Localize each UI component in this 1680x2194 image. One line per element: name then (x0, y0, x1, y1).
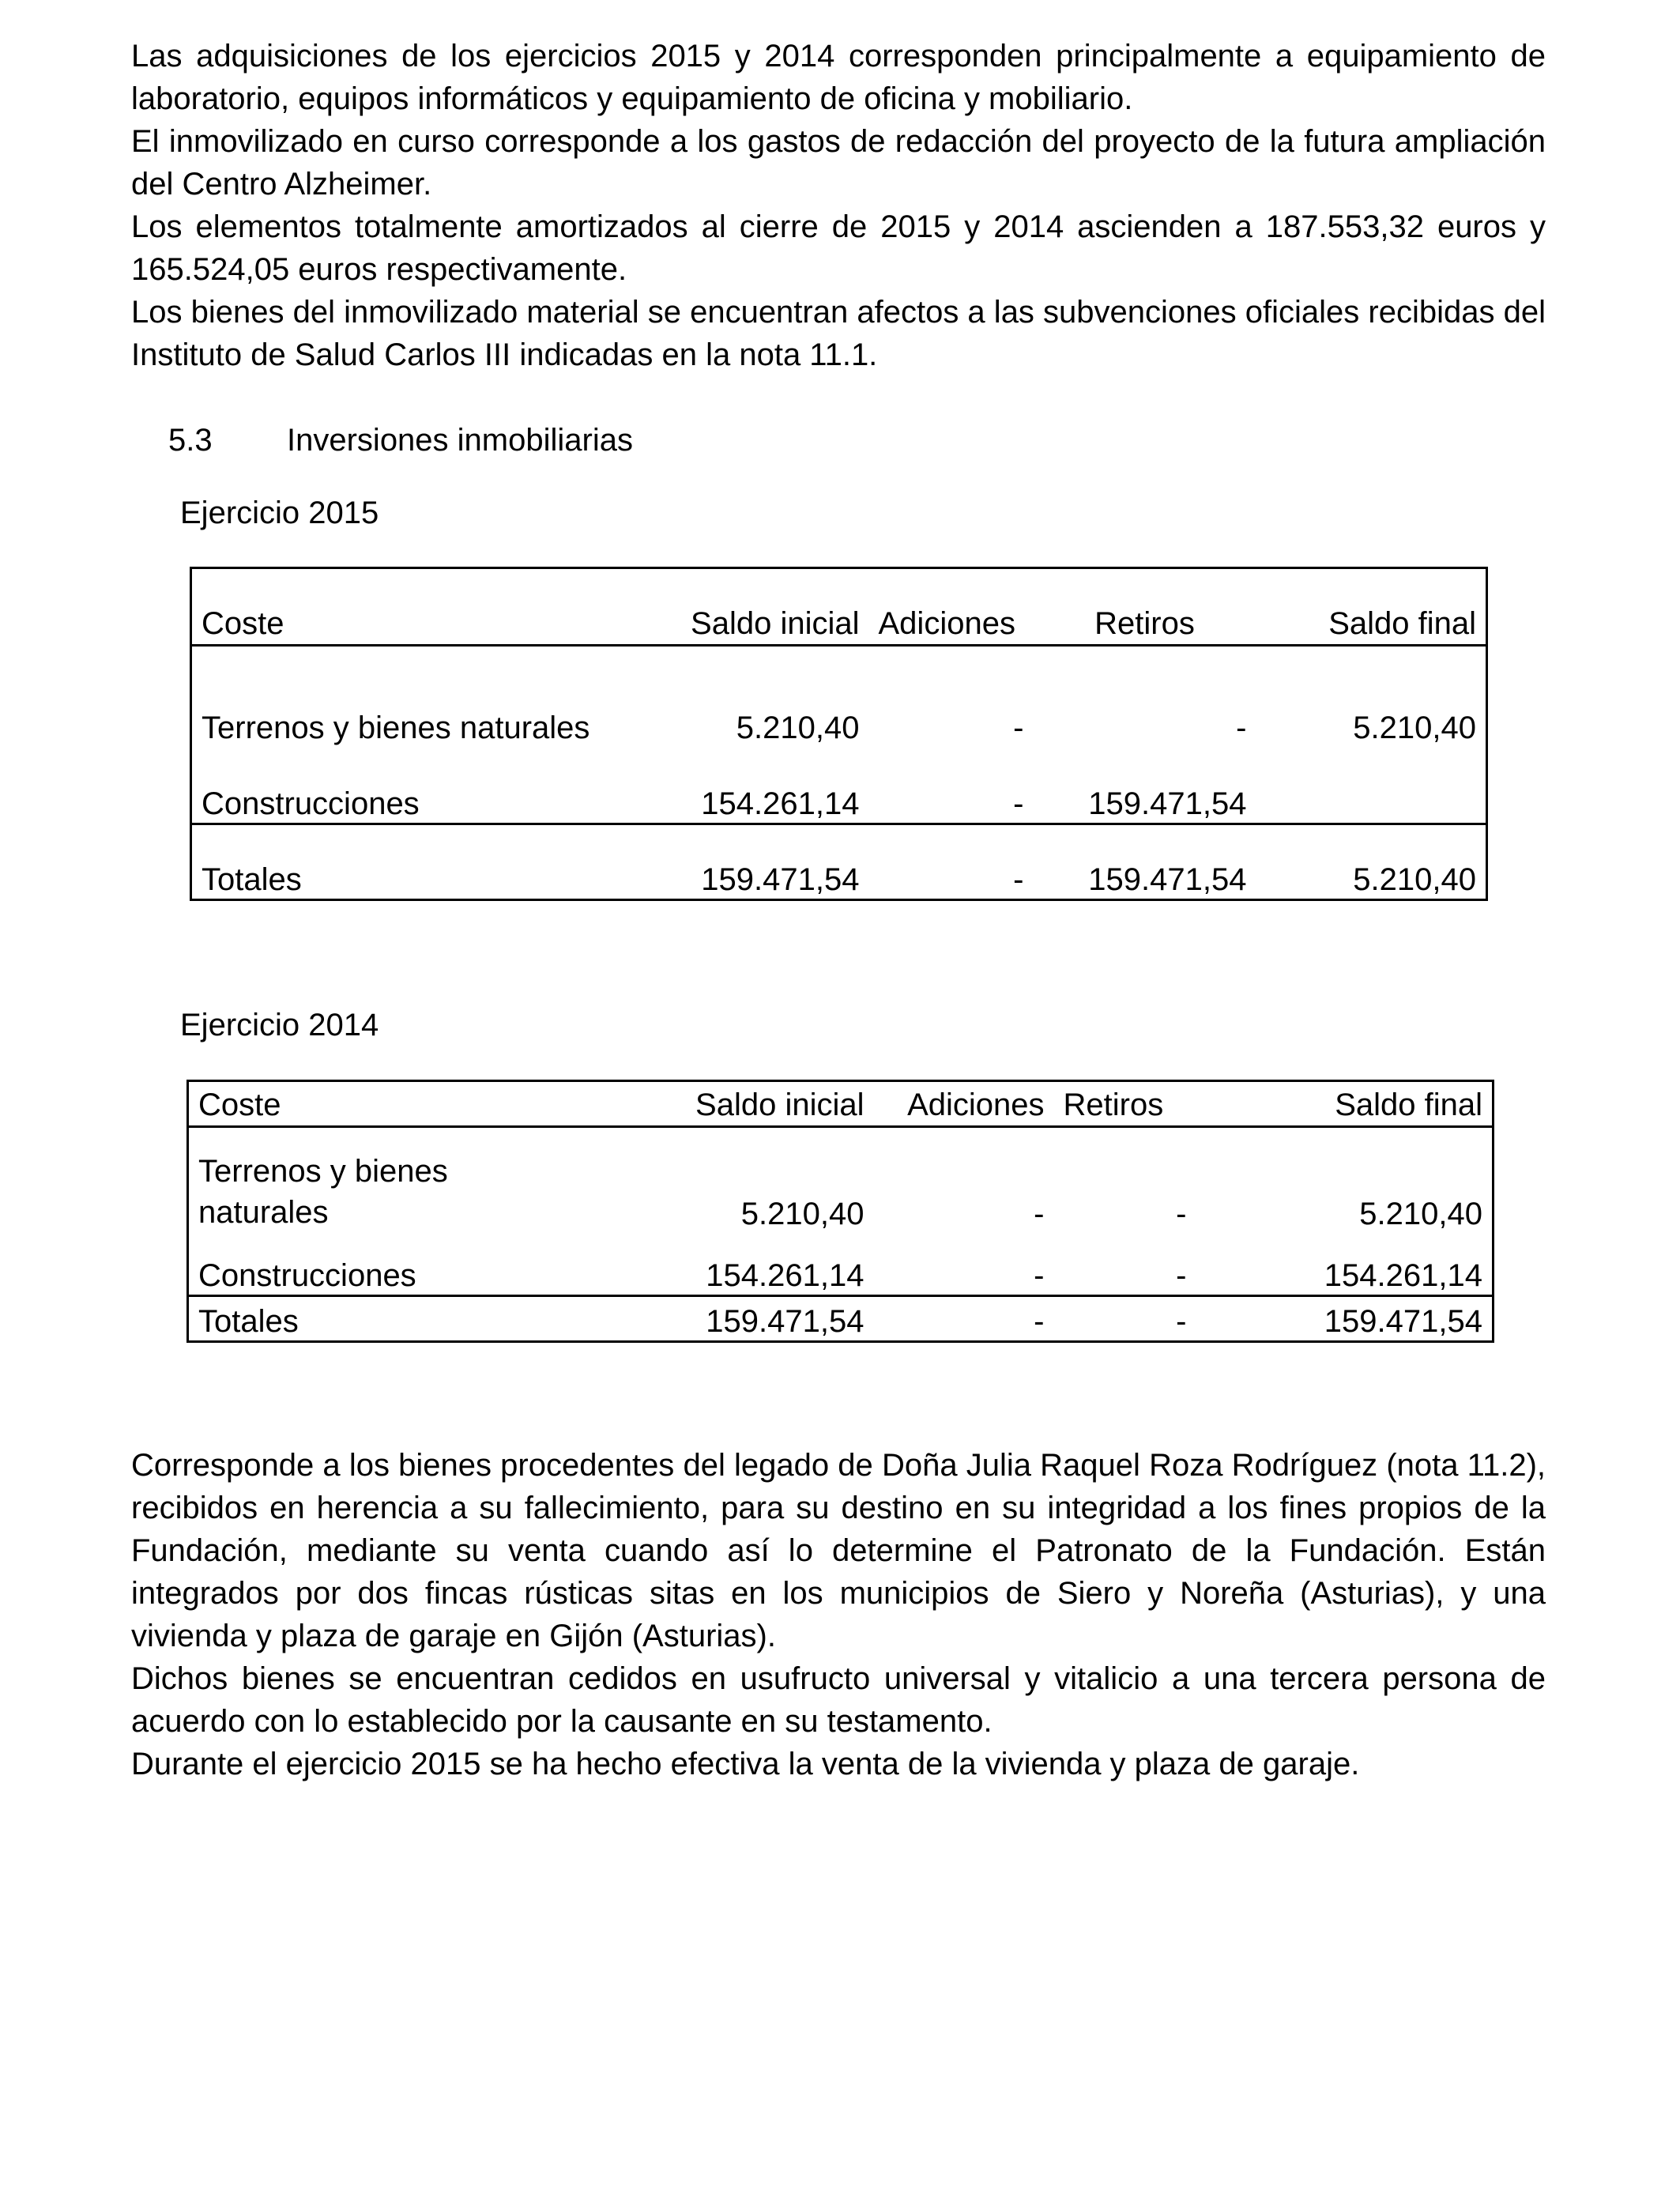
header-adiciones: Adiciones (869, 568, 1034, 646)
header-saldo-inicial: Saldo inicial (665, 568, 869, 646)
row-adiciones: - (1034, 1258, 1045, 1293)
totals-label: Totales (188, 1296, 623, 1342)
row-adiciones: - (1034, 1196, 1045, 1231)
paragraph-venta: Durante el ejercicio 2015 se ha hecho efectiva la venta de la vivienda y plaza de garaje. (131, 1747, 1360, 1781)
paragraph-amortizados: Los elementos totalmente amortizados al cierre de 2015 y 2014 ascienden a 187.553,32 euros y 165.524,05 euros respectivamente. (131, 209, 1546, 287)
header-saldo-final: Saldo final (1196, 1081, 1494, 1127)
row-saldo-final: 5.210,40 (1353, 710, 1476, 745)
table-header-row (188, 1081, 1494, 1127)
section-heading (168, 419, 633, 462)
row-retiros: - (1176, 1196, 1187, 1231)
row-adiciones: - (1013, 786, 1024, 821)
header-coste: Coste (188, 1081, 623, 1127)
paragraph-inmovilizado-curso: El inmovilizado en curso corresponde a los gastos de redacción del proyecto de la futura ampliación del Centro Alzheimer. (131, 124, 1546, 202)
row-saldo-final: 154.261,14 (1324, 1258, 1482, 1293)
table-row (188, 1236, 1494, 1296)
totals-adiciones: - (869, 824, 1034, 900)
row-saldo-inicial: 154.261,14 (701, 786, 860, 821)
row-concept: Construcciones (202, 786, 420, 821)
row-saldo-inicial: 5.210,40 (740, 1196, 864, 1231)
header-adiciones: Adiciones (874, 1081, 1054, 1127)
table-row (188, 1127, 1494, 1236)
row-concept-text: Terrenos y bienes naturales (198, 1153, 448, 1230)
paragraph-usufructo: Dichos bienes se encuentran cedidos en usufructo universal y vitalicio a una tercera persona de acuerdo con lo establecido por la causante en su testamento. (131, 1661, 1546, 1739)
table-2014-label: Ejercicio 2014 (180, 1008, 379, 1042)
row-saldo-final (1256, 752, 1487, 824)
table-totals-row (191, 824, 1487, 900)
section-number: 5.3 (168, 423, 213, 458)
header-retiros: Retiros (1034, 568, 1256, 646)
section-title: Inversiones inmobiliarias (287, 423, 633, 458)
table-2015 (190, 567, 1488, 901)
table-2014 (186, 1080, 1494, 1343)
row-concept (188, 1127, 623, 1236)
totals-saldo-final: 5.210,40 (1256, 824, 1487, 900)
row-retiros: - (1236, 710, 1247, 745)
table-row (191, 646, 1487, 752)
row-adiciones: - (1013, 710, 1024, 745)
totals-saldo-inicial: 159.471,54 (623, 1296, 874, 1342)
table-row (191, 752, 1487, 824)
row-concept: Construcciones (198, 1258, 416, 1293)
totals-adiciones: - (874, 1296, 1054, 1342)
table-totals-row (188, 1296, 1494, 1342)
totals-saldo-final: 159.471,54 (1196, 1296, 1494, 1342)
row-saldo-final: 5.210,40 (1359, 1196, 1482, 1231)
paragraph-subvenciones: Los bienes del inmovilizado material se encuentran afectos a las subvenciones oficiales recibidas del Instituto de Salud Carlos III indicadas en la nota 11.1. (131, 295, 1546, 372)
paragraph-adquisiciones: Las adquisiciones de los ejercicios 2015 y 2014 corresponden principalmente a equipamiento de laboratorio, equipos informáticos y equipamiento de oficina y mobiliario. (131, 39, 1546, 116)
intro-text-block (131, 35, 1546, 376)
totals-label: Totales (191, 824, 665, 900)
header-saldo-final: Saldo final (1256, 568, 1487, 646)
header-retiros: Retiros (1054, 1081, 1196, 1127)
totals-saldo-inicial: 159.471,54 (665, 824, 869, 900)
row-saldo-inicial: 154.261,14 (706, 1258, 864, 1293)
header-saldo-inicial: Saldo inicial (623, 1081, 874, 1127)
row-retiros: - (1176, 1258, 1187, 1293)
table-header-row (191, 568, 1487, 646)
paragraph-legado: Corresponde a los bienes procedentes del legado de Doña Julia Raquel Roza Rodríguez (nota 11.2), recibidos en herencia a su fallecimiento, para su destino en su integridad a los fines propios de la Fundación, mediante su venta cuando así lo determine el Patronato de la Fundación. Están integrados por dos fincas rústicas sitas en los municipios de Siero y Noreña (Asturias), y una vivienda y plaza de garaje en Gijón (Asturias). (131, 1448, 1546, 1653)
totals-retiros: 159.471,54 (1034, 824, 1256, 900)
totals-retiros: - (1054, 1296, 1196, 1342)
table-2015-label: Ejercicio 2015 (180, 496, 379, 530)
row-retiros: 159.471,54 (1088, 786, 1247, 821)
legado-text-block (131, 1444, 1546, 1785)
row-concept: Terrenos y bienes naturales (202, 710, 590, 745)
row-saldo-inicial: 5.210,40 (736, 710, 860, 745)
header-coste: Coste (191, 568, 665, 646)
